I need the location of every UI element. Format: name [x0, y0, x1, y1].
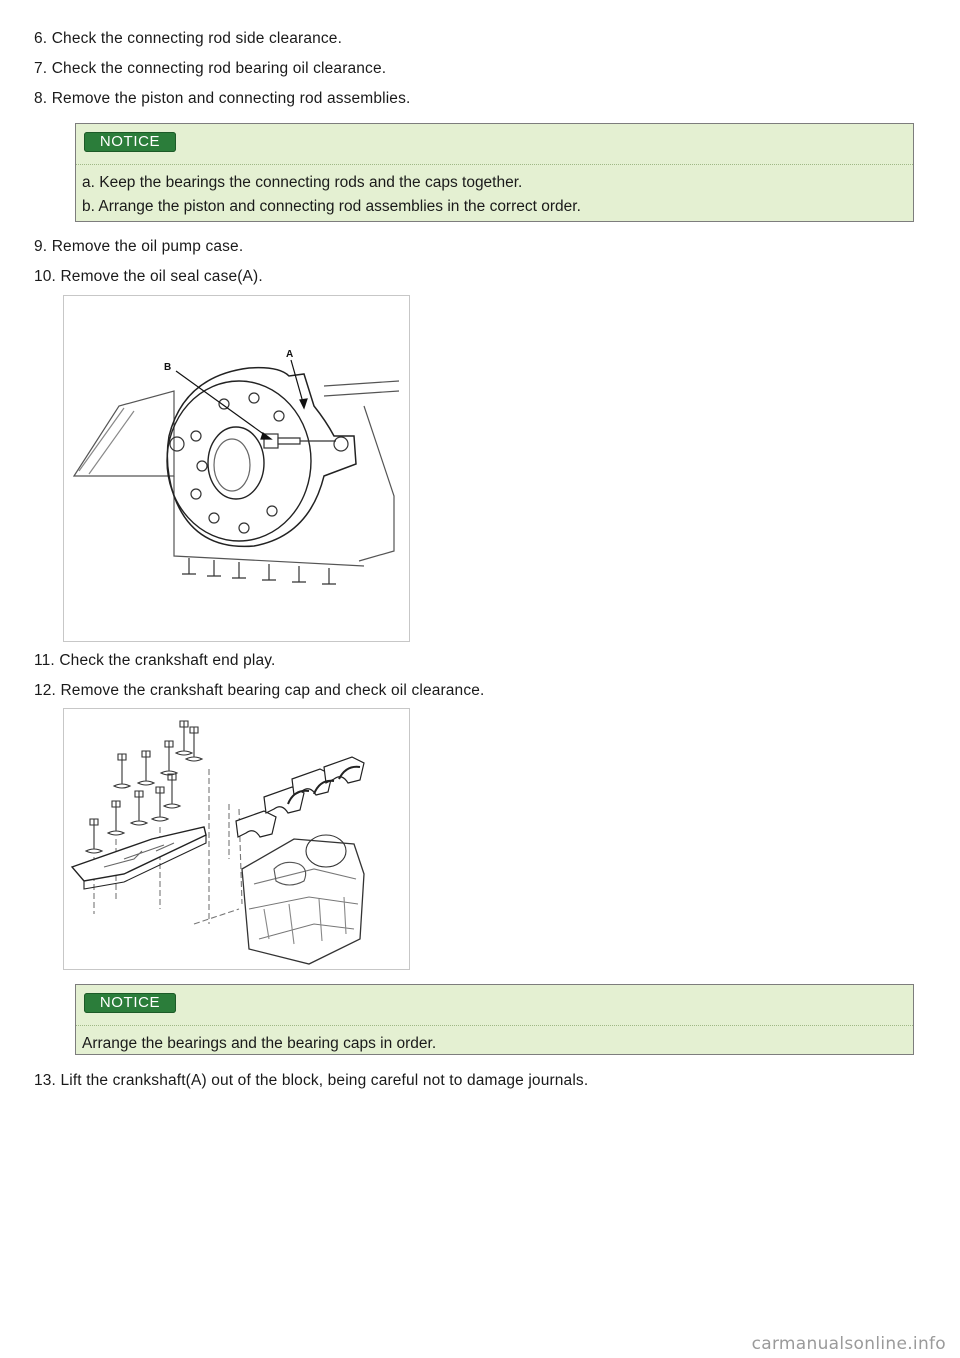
step-number: 13.: [34, 1072, 56, 1089]
notice-line: b. Arrange the piston and connecting rod assemblies in the correct order.: [82, 198, 581, 215]
step-7: [34, 60, 386, 78]
step-13: [34, 1072, 588, 1090]
step-text: Remove the oil seal case(A).: [60, 268, 263, 285]
step-text: Remove the oil pump case.: [51, 238, 244, 255]
label-a: A: [286, 349, 294, 360]
watermark-footer: carmanualsonline.info: [751, 1334, 946, 1354]
step-number: 6.: [34, 30, 48, 47]
bearing-cap-figure: [63, 708, 410, 970]
step-6: [34, 30, 342, 48]
bearing-cap-illustration: [64, 709, 409, 969]
step-text: Remove the piston and connecting rod assemblies.: [51, 90, 411, 107]
notice-line: Arrange the bearings and the bearing caps in order.: [82, 1035, 437, 1052]
step-number: 8.: [34, 90, 48, 107]
step-number: 7.: [34, 60, 48, 77]
notice-box-2: [75, 984, 914, 1055]
step-number: 12.: [34, 682, 56, 699]
step-text: Check the connecting rod bearing oil clearance.: [51, 60, 387, 77]
step-text: Check the crankshaft end play.: [59, 652, 276, 669]
step-text: Remove the crankshaft bearing cap and check oil clearance.: [60, 682, 485, 699]
notice-body: [76, 165, 913, 219]
oil-seal-case-figure: [63, 295, 410, 642]
step-number: 9.: [34, 238, 48, 255]
notice-badge: NOTICE: [84, 993, 176, 1013]
notice-line: a. Keep the bearings the connecting rods and the caps together.: [82, 174, 523, 191]
label-b: B: [164, 362, 172, 373]
step-8: [34, 90, 410, 108]
step-12: [34, 682, 484, 700]
step-11: [34, 652, 276, 670]
step-9: [34, 238, 243, 256]
step-10: [34, 268, 263, 286]
step-number: 11.: [34, 652, 55, 669]
step-text: Lift the crankshaft(A) out of the block, being careful not to damage journals.: [60, 1072, 589, 1089]
step-number: 10.: [34, 268, 56, 285]
notice-body: [76, 1026, 913, 1056]
notice-badge: NOTICE: [84, 132, 176, 152]
oil-seal-case-illustration: [64, 296, 409, 641]
notice-header: [76, 124, 913, 165]
notice-header: [76, 985, 913, 1026]
notice-box-1: [75, 123, 914, 222]
step-text: Check the connecting rod side clearance.: [51, 30, 343, 47]
